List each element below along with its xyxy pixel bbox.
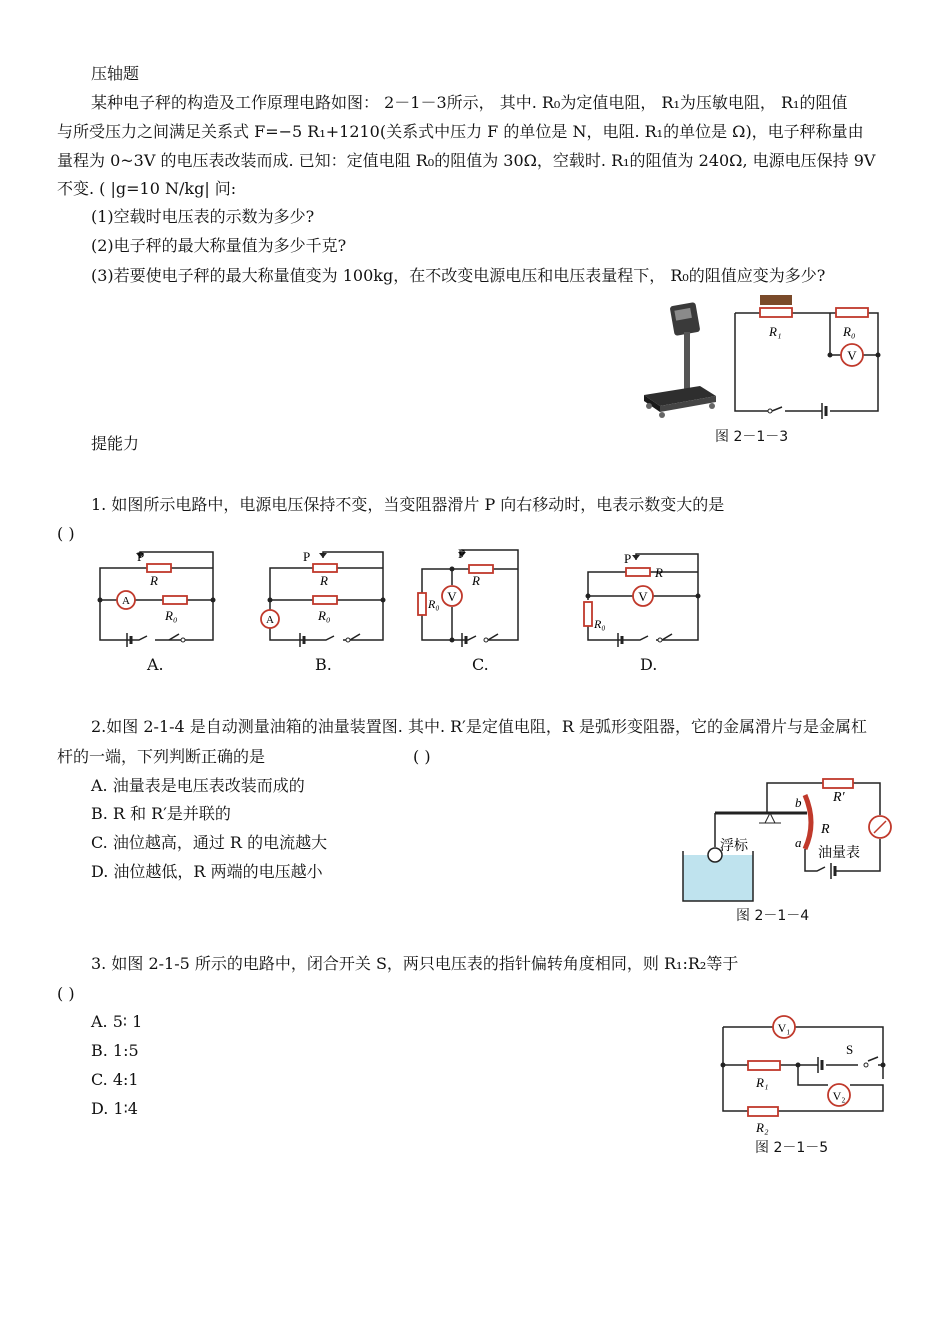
variable-resistor-r — [469, 565, 493, 573]
voltmeter-label: V — [847, 348, 857, 363]
label-r: R — [150, 573, 158, 588]
circuit-option-b — [258, 548, 388, 648]
question-2: (2)电子秤的最大称量值为多少千克? — [91, 236, 347, 255]
label-r: R — [821, 822, 830, 837]
question-3: (3)若要使电子秤的最大称量值变为 100kg，在不改变电源电压和电压表量程下， R₀的阻值应变为多少? — [91, 266, 826, 285]
label-switch-s: S — [846, 1042, 854, 1057]
problem-3-option-c[interactable]: C. 4:1 — [91, 1070, 139, 1089]
label-r0: R₀ — [165, 608, 178, 623]
problem-3-bracket: ( ) — [57, 984, 75, 1003]
weight-block — [760, 295, 792, 305]
problem-1-bracket: ( ) — [57, 524, 75, 543]
variable-resistor-r — [147, 564, 171, 572]
problem-3-option-a[interactable]: A. 5∶ 1 — [91, 1012, 143, 1031]
oil-gauge-figure-2-1-4 — [675, 775, 895, 905]
label-r0: R₀ — [428, 597, 440, 611]
problem-text-line-1: 某种电子秤的构造及工作原理电路如图： 2－1－3所示， 其中. R₀为定值电阻， R₁为压敏电阻， R₁的阻值 — [91, 93, 848, 112]
label-p: P — [137, 549, 145, 564]
resistor-r2 — [748, 1107, 778, 1116]
resistor-r1 — [760, 308, 792, 317]
problem-2-stem-line-2: 杆的一端，下列判断正确的是 — [57, 747, 266, 766]
option-a-label[interactable]: A. — [147, 655, 164, 674]
label-r: R — [472, 573, 480, 588]
problem-2-option-d[interactable]: D. 油位越低，R 两端的电压越小 — [91, 862, 323, 881]
label-p: P — [458, 546, 466, 561]
problem-text-line-2: 与所受压力之间满足关系式 F=−5 R₁+1210(关系式中压力 F 的单位是 N，电阻. R₁的单位是 Ω)，电子秤称量由 — [57, 122, 864, 141]
ammeter-label: A — [122, 595, 130, 607]
problem-3-option-d[interactable]: D. 1∶4 — [91, 1099, 138, 1118]
option-b-label[interactable]: B. — [315, 655, 332, 674]
problem-2-option-a[interactable]: A. 油量表是电压表改装而成的 — [91, 776, 305, 795]
question-1: (1)空载时电压表的示数为多少? — [91, 207, 315, 226]
figure-caption-2-1-4: 图 2－1－4 — [736, 908, 810, 924]
variable-resistor-r — [626, 568, 650, 576]
label-r0: R₀ — [318, 608, 331, 623]
label-oil-meter: 油量表 — [818, 845, 860, 861]
problem-3-option-b[interactable]: B. 1:5 — [91, 1041, 139, 1060]
label-r2: R₂ — [756, 1120, 769, 1135]
label-p: P — [624, 551, 632, 566]
electronic-scale-illustration — [640, 300, 720, 420]
circuit-option-c — [412, 545, 542, 645]
label-v1: V₁ — [777, 1021, 791, 1035]
label-a: a — [795, 835, 802, 850]
label-r1: R₁ — [756, 1075, 769, 1090]
label-r: R — [320, 573, 328, 588]
problem-2-option-b[interactable]: B. R 和 R′是并联的 — [91, 804, 231, 823]
figure-caption-2-1-5: 图 2－1－5 — [755, 1140, 829, 1156]
label-float: 浮标 — [720, 838, 748, 854]
switch-contact — [768, 409, 772, 413]
label-r: R — [655, 565, 663, 580]
problem-2-stem-line-1: 2.如图 2-1-4 是自动测量油箱的油量装置图. 其中. R′是定值电阻，R 是弧形变阻器，它的金属滑片与是金属杠 — [91, 717, 867, 736]
scale-column — [684, 332, 690, 392]
ammeter-label: A — [266, 614, 274, 626]
voltmeter-label: V — [447, 589, 457, 604]
problem-3-stem: 3. 如图 2-1-5 所示的电路中，闭合开关 S，两只电压表的指针偏转角度相同，则 R₁:R₂等于 — [91, 954, 739, 973]
circuit-option-a — [95, 548, 225, 648]
section-heading-yazhouti: 压轴题 — [91, 64, 140, 83]
arc-resistor-r — [805, 795, 811, 849]
resistor-r0 — [163, 596, 187, 604]
resistor-r-prime — [823, 779, 853, 788]
resistor-r0 — [584, 602, 592, 626]
label-r1: R₁ — [769, 324, 782, 339]
resistor-r0 — [313, 596, 337, 604]
problem-text-line-3: 量程为 0~3V 的电压表改装而成. 已知：定值电阻 R₀的阻值为 30Ω，空载时. R₁的阻值为 240Ω, 电源电压保持 9V — [57, 151, 876, 170]
figure-caption-2-1-3: 图 2－1－3 — [715, 429, 789, 445]
label-p: P — [303, 549, 311, 564]
circuit-figure-2-1-3 — [730, 293, 890, 443]
variable-resistor-r — [313, 564, 337, 572]
problem-2-option-c[interactable]: C. 油位越高，通过 R 的电流越大 — [91, 833, 328, 852]
circuit-figure-2-1-5 — [718, 1015, 893, 1140]
circuit-option-d — [578, 548, 708, 648]
label-b: b — [795, 795, 802, 810]
label-v2: V₂ — [832, 1089, 846, 1103]
label-r0: R₀ — [594, 617, 606, 631]
label-r-prime: R′ — [833, 790, 845, 805]
voltmeter-label: V — [638, 589, 648, 604]
resistor-r0 — [836, 308, 868, 317]
option-d-label[interactable]: D. — [640, 655, 658, 674]
resistor-r0 — [418, 593, 426, 615]
option-c-label[interactable]: C. — [472, 655, 489, 674]
section-heading-tinengli: 提能力 — [91, 434, 140, 453]
label-r0: R₀ — [843, 324, 856, 339]
problem-1-stem: 1. 如图所示电路中，电源电压保持不变，当变阻器滑片 P 向右移动时，电表示数变大的是 — [91, 495, 725, 514]
problem-text-line-4: 不变. ( |g=10 N/kg| 问: — [57, 179, 237, 198]
resistor-r1 — [748, 1061, 780, 1070]
problem-2-bracket: ( ) — [413, 747, 431, 766]
